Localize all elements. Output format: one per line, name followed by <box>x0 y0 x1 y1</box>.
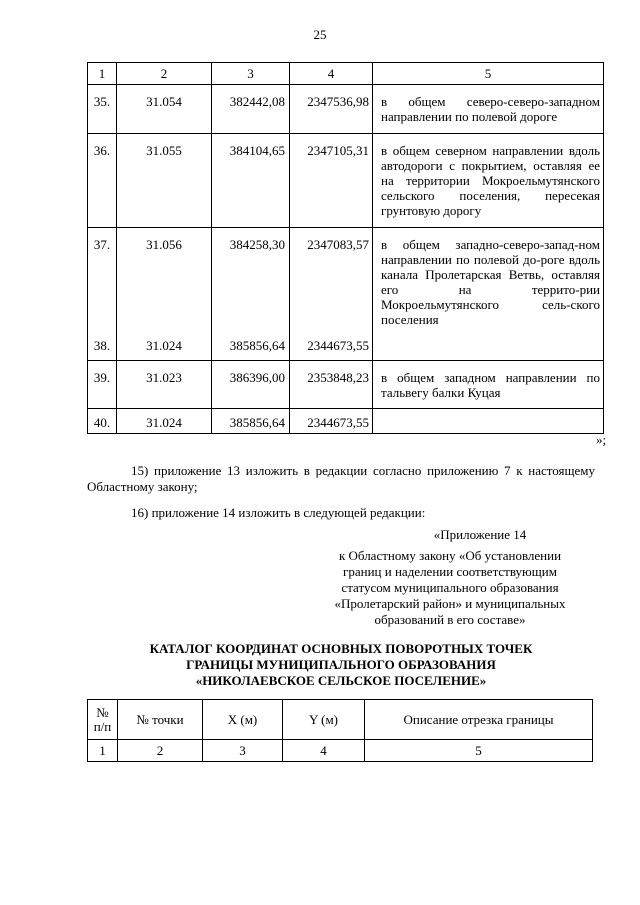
point-id: 31.023 <box>117 361 212 409</box>
segment-description: в общем северо-северо-западном направлении по полевой дороге <box>373 85 604 134</box>
catalog-heading-line: «НИКОЛАЕВСКОЕ СЕЛЬСКОЕ ПОСЕЛЕНИЕ» <box>195 673 487 688</box>
column-number: 5 <box>365 740 593 762</box>
catalog-table <box>87 699 593 762</box>
y-coord: 2347083,57 <box>290 228 373 337</box>
x-coord: 384258,30 <box>212 228 290 337</box>
row-number: 38. <box>88 336 117 361</box>
header-point: № точки <box>118 700 203 740</box>
y-coord: 2344673,55 <box>290 336 373 361</box>
appendix-subtitle <box>308 548 592 628</box>
appendix-line: границ и наделении соответствующим <box>343 564 557 579</box>
y-coord: 2347536,98 <box>290 85 373 134</box>
header-cell: 5 <box>373 63 604 85</box>
catalog-header-row <box>88 700 593 740</box>
catalog-heading-line: КАТАЛОГ КООРДИНАТ ОСНОВНЫХ ПОВОРОТНЫХ ТОЧЕК <box>149 641 533 656</box>
table-row <box>88 336 604 361</box>
x-coord: 386396,00 <box>212 361 290 409</box>
appendix-line: образований в его составе» <box>374 612 526 627</box>
table-row <box>88 85 604 134</box>
column-number: 4 <box>283 740 365 762</box>
x-coord: 382442,08 <box>212 85 290 134</box>
header-cell: 1 <box>88 63 117 85</box>
catalog-heading-line: ГРАНИЦЫ МУНИЦИПАЛЬНОГО ОБРАЗОВАНИЯ <box>186 657 496 672</box>
x-coord: 385856,64 <box>212 336 290 361</box>
header-cell: 4 <box>290 63 373 85</box>
point-id: 31.054 <box>117 85 212 134</box>
catalog-heading <box>87 641 595 689</box>
column-number: 3 <box>203 740 283 762</box>
header-x: X (м) <box>203 700 283 740</box>
page-number: 25 <box>313 27 327 42</box>
point-id: 31.056 <box>117 228 212 337</box>
appendix-title: «Приложение 14 <box>433 527 527 542</box>
row-number: 37. <box>88 228 117 337</box>
table-row <box>88 134 604 228</box>
closing-quote: »; <box>596 432 607 447</box>
column-number: 2 <box>118 740 203 762</box>
appendix-line: статусом муниципального образования <box>341 580 559 595</box>
table-row <box>88 409 604 434</box>
table-header-row <box>88 63 604 85</box>
header-num <box>88 700 118 740</box>
point-id: 31.024 <box>117 336 212 361</box>
segment-description: в общем западном направлении по тальвегу балки Куцая <box>373 361 604 409</box>
point-id: 31.024 <box>117 409 212 434</box>
header-y: Y (м) <box>283 700 365 740</box>
segment-description <box>373 336 604 361</box>
y-coord: 2344673,55 <box>290 409 373 434</box>
segment-description <box>373 409 604 434</box>
row-number: 35. <box>88 85 117 134</box>
paragraph-16: 16) приложение 14 изложить в следующей редакции: <box>131 505 426 520</box>
table-row <box>88 228 604 337</box>
table-row <box>88 361 604 409</box>
appendix-line: «Пролетарский район» и муниципальных <box>334 596 566 611</box>
catalog-number-row <box>88 740 593 762</box>
x-coord: 384104,65 <box>212 134 290 228</box>
header-num-line: п/п <box>93 718 112 734</box>
y-coord: 2353848,23 <box>290 361 373 409</box>
row-number: 39. <box>88 361 117 409</box>
column-number: 1 <box>88 740 118 762</box>
header-cell: 2 <box>117 63 212 85</box>
header-num-line: № <box>96 704 109 720</box>
point-id: 31.055 <box>117 134 212 228</box>
y-coord: 2347105,31 <box>290 134 373 228</box>
header-cell: 3 <box>212 63 290 85</box>
header-description: Описание отрезка границы <box>365 700 593 740</box>
appendix-line: к Областному закону «Об установлении <box>338 548 562 563</box>
segment-description: в общем западно-северо-запад-ном направлении по полевой до-роге вдоль канала Пролетарская Ветвь, оставляя его на террито-рии Мокроельмутянского сель-ского поселения <box>373 228 604 337</box>
row-number: 36. <box>88 134 117 228</box>
coordinate-table <box>87 62 604 434</box>
segment-description: в общем северном направлении вдоль автодороги с покрытием, оставляя ее на территории Мокроельмутянского сельского поселения, пересекая грунтовую дорогу <box>373 134 604 228</box>
x-coord: 385856,64 <box>212 409 290 434</box>
row-number: 40. <box>88 409 117 434</box>
paragraph-15: 15) приложение 13 изложить в редакции согласно приложению 7 к настоящему Областному закону; <box>87 463 595 494</box>
